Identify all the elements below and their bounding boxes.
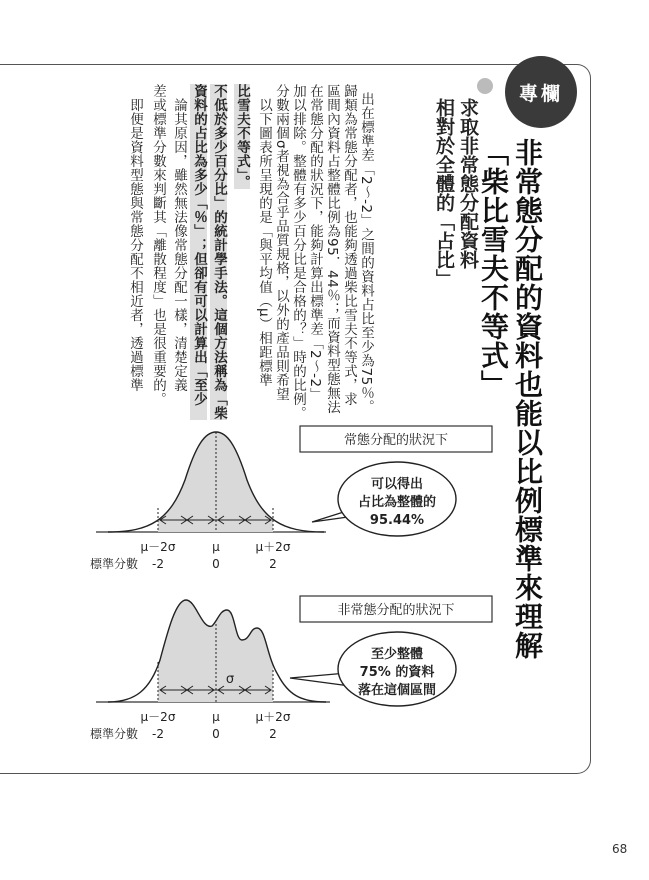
body-line: 論其原因，雖然無法像常態分配一樣，清楚定義 xyxy=(171,84,187,392)
highlight-term: 比雪夫不等式」。 xyxy=(234,84,250,190)
body-line xyxy=(233,84,250,420)
bullet-dot-icon xyxy=(477,78,493,94)
chart1-callout-line: 可以得出 xyxy=(370,477,424,492)
chart2-caption: 非常態分配的狀況下 xyxy=(337,603,455,618)
body-line: 出在標準差「2～-2」之間的資料占比至少為75％。 xyxy=(358,92,374,414)
title-line-1: 非常態分配的資料也能以比例標準來理解 xyxy=(511,138,544,660)
chart1-tick-label: μ xyxy=(212,540,220,554)
body-line: 歸類為常態分配者，也能夠透過柴比雪夫不等式，求 xyxy=(341,84,357,406)
chart1-tick-label: μ－2σ xyxy=(140,540,176,554)
subtitle-line-2: 相對於全體的「占比」 xyxy=(433,98,455,288)
chart2-tick-label: μ xyxy=(212,710,220,724)
chart2-callout-line: 至少整體 xyxy=(370,647,424,662)
chart2-shaded-area xyxy=(108,600,326,702)
body-line: 在常態分配的狀況下，能夠計算出標準差「2～-2」 xyxy=(307,84,323,402)
chart2-sigma-label: σ xyxy=(225,672,235,687)
section-subtitle xyxy=(432,98,480,288)
body-line: 分數兩個σ者視為合乎品質規格，以外的產品則希望 xyxy=(273,84,289,402)
body-line: 即便是資料型態與常態分配不相近者，透過標準 xyxy=(127,84,143,392)
chart1-caption: 常態分配的狀況下 xyxy=(343,433,449,448)
chart1-score-label: 標準分數 xyxy=(90,557,139,571)
body-line: 區間內資料占整體比例為95．44％；而資料型態無法 xyxy=(324,84,340,415)
chart2-score-label: 標準分數 xyxy=(90,727,139,741)
page-number: 68 xyxy=(612,842,628,856)
chart2-score-value: 0 xyxy=(212,727,220,741)
column-title xyxy=(476,138,544,660)
subtitle-line-1: 求取非常態分配資料 xyxy=(457,98,479,269)
chart2-score-value: 2 xyxy=(269,727,277,741)
body-line: 差或標準分數來判斷其「離散程度」也是很重要的。 xyxy=(150,84,166,406)
non-normal-distribution-chart xyxy=(0,590,590,750)
chart2-tick-label: μ＋2σ xyxy=(255,710,291,724)
normal-distribution-chart xyxy=(0,420,590,580)
body-line: 加以排除。整體有多少百分比是合格的？」時的比例。 xyxy=(290,84,306,420)
body-line: 不低於多少百分比」的統計學手法。這個方法稱為「柴 xyxy=(211,84,227,420)
body-text xyxy=(126,84,374,420)
chart1-callout-line: 占比為整體的 xyxy=(357,495,437,510)
chart2-tick-label: μ－2σ xyxy=(140,710,176,724)
body-line: 資料的占比為多少「％」；但卻有可以計算出「至少 xyxy=(190,84,207,420)
chart2-callout-line: 落在這個區間 xyxy=(357,683,437,698)
body-line: 以下圖表所呈現的是「與平均值（μ）相距標準 xyxy=(256,84,272,388)
title-line-2: 「柴比雪夫不等式」 xyxy=(477,138,510,399)
chart1-score-value: 2 xyxy=(269,557,277,571)
column-badge: 專欄 xyxy=(505,56,577,128)
chart2-score-value: -2 xyxy=(152,727,164,741)
chart1-tick-label: μ＋2σ xyxy=(255,540,291,554)
chart1-score-value: 0 xyxy=(212,557,220,571)
chart1-score-value: -2 xyxy=(152,557,164,571)
chart1-callout-line: 95.44% xyxy=(369,513,425,528)
chart2-callout-line: 75% 的資料 xyxy=(359,665,435,680)
